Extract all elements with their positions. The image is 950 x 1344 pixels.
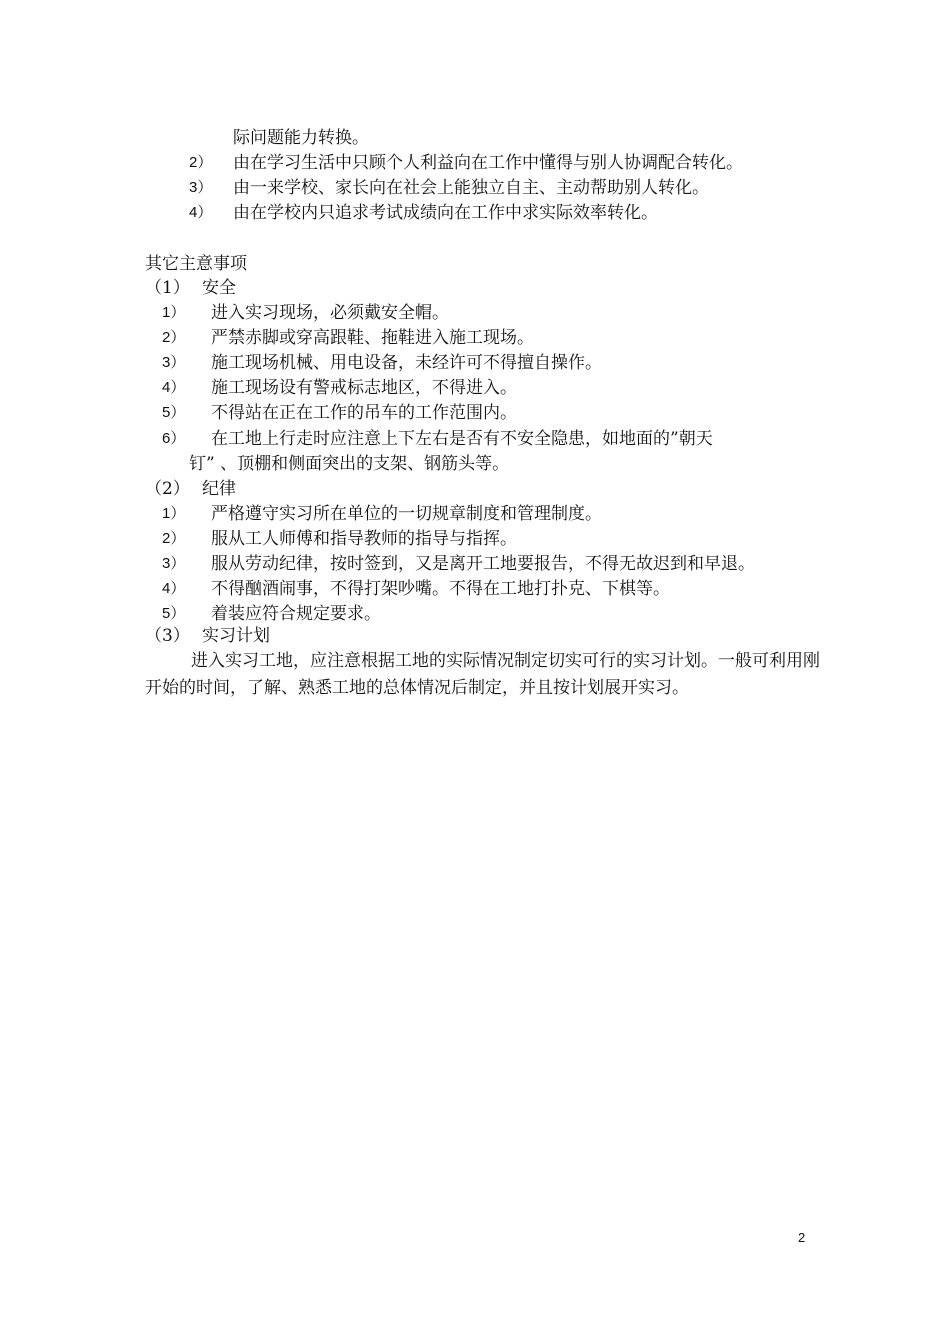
section-title: 其它主意事项 <box>145 254 247 274</box>
list-item-number: 3） <box>162 354 186 371</box>
page-number: 2 <box>798 1230 806 1245</box>
list-item-text: 服从工人师傅和指导教师的指导与指挥。 <box>211 529 517 549</box>
list-item-continuation: 际问题能力转换。 <box>233 128 369 148</box>
list-item-continuation: 钉” 、顶棚和侧面突出的支架、钢筋头等。 <box>189 454 510 474</box>
list-item-number: 2） <box>189 154 213 171</box>
list-item-text: 服从劳动纪律，按时签到，又是离开工地要报告，不得无故迟到和早退。 <box>211 554 755 574</box>
list-item-number: 5） <box>162 404 186 421</box>
list-item-number: 4） <box>189 204 213 221</box>
list-item-text: 不得酗酒闹事，不得打架吵嘴。不得在工地打扑克、下棋等。 <box>211 579 670 599</box>
list-item-text: 着装应符合规定要求。 <box>211 604 381 624</box>
list-item-number: 4） <box>162 580 186 597</box>
list-item-text: 严格遵守实习所在单位的一切规章制度和管理制度。 <box>211 504 602 524</box>
list-item-number: 3） <box>162 555 186 572</box>
list-item-number: 1） <box>162 505 186 522</box>
list-item-text: 由在学校内只追求考试成绩向在工作中求实际效率转化。 <box>233 203 658 223</box>
subsection-title-discipline: 纪律 <box>202 479 236 499</box>
list-item-number: 6） <box>162 430 186 447</box>
list-item-text: 不得站在正在工作的吊车的工作范围内。 <box>211 403 517 423</box>
list-item-text: 由在学习生活中只顾个人利益向在工作中懂得与别人协调配合转化。 <box>233 153 743 173</box>
list-item-text: 施工现场机械、用电设备，未经许可不得擅自操作。 <box>211 353 602 373</box>
list-item-text: 进入实习现场，必须戴安全帽。 <box>211 303 449 323</box>
list-item-text: 施工现场设有警戒标志地区，不得进入。 <box>211 378 517 398</box>
list-item-number: 3） <box>189 179 213 196</box>
subsection-label-discipline: （2） <box>145 479 190 499</box>
subsection-title-plan: 实习计划 <box>202 626 270 646</box>
list-item-text: 在工地上行走时应注意上下左右是否有不安全隐患，如地面的”朝天 <box>211 429 713 449</box>
list-item-text: 由一来学校、家长向在社会上能独立自主、主动帮助别人转化。 <box>233 178 709 198</box>
list-item-number: 2） <box>162 329 186 346</box>
list-item-number: 4） <box>162 379 186 396</box>
list-item-text: 严禁赤脚或穿高跟鞋、拖鞋进入施工现场。 <box>211 328 534 348</box>
list-item-number: 1） <box>162 304 186 321</box>
list-item-number: 5） <box>162 605 186 622</box>
plan-paragraph: 进入实习工地，应注意根据工地的实际情况制定切实可行的实习计划。一般可利用刚开始的时间，了解、熟悉工地的总体情况后制定，并且按计划展开实习。 <box>145 651 820 698</box>
subsection-title-safety: 安全 <box>202 278 236 298</box>
subsection-label-plan: （3） <box>145 626 190 646</box>
list-item-number: 2） <box>162 530 186 547</box>
subsection-label-safety: （1） <box>145 278 190 298</box>
